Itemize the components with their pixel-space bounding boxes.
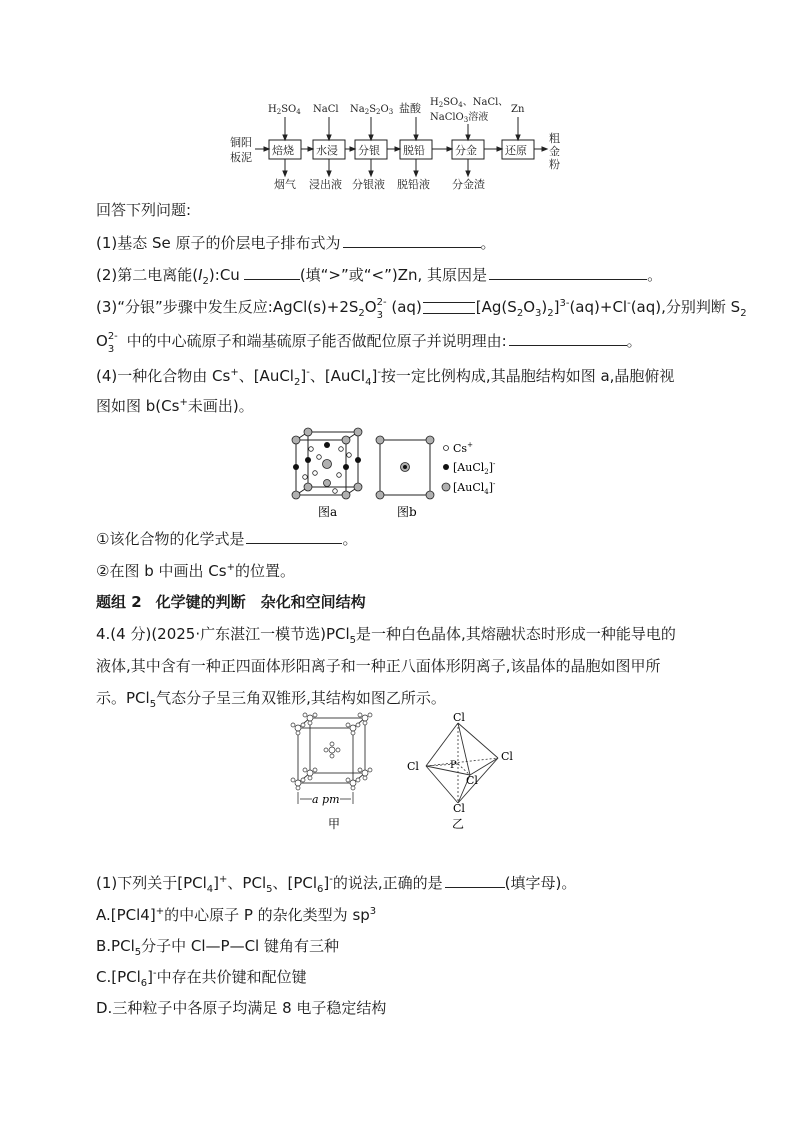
question-3-line2 [96, 331, 642, 355]
q3-answer-blank[interactable] [509, 331, 627, 346]
reagent-h2so4: $H_2SO_4$ [268, 104, 301, 116]
reagent-zn: Zn [511, 104, 525, 115]
p4-l1b: 5 [349, 635, 357, 646]
q4-h: 4 [365, 377, 372, 388]
p4q1-f: 5 [266, 884, 273, 895]
p4q1-c: ] [213, 874, 220, 892]
figure-yi-cl-front: Cl [466, 774, 478, 787]
q4-sub2 [96, 561, 295, 581]
figure-b-label: 图b [397, 505, 417, 519]
opt-c-2: 6 [140, 978, 148, 989]
question-4-line1 [96, 366, 674, 386]
p4q1-end: (填字母)。 [504, 874, 577, 892]
figure-jia-label: 甲 [328, 817, 341, 831]
p4q1-e: 、PCl [227, 874, 267, 892]
q3-l2-text: 中的中心硫原子和端基硫原子能否做配位原子并说明理由: [121, 332, 507, 350]
opt-a-2: + [155, 906, 165, 917]
q4-c: 、[AuCl [238, 367, 294, 385]
question-2 [96, 265, 662, 285]
q3-t3: O [364, 298, 377, 316]
intro-text: 回答下列问题: [96, 201, 192, 219]
p4q1-h: 6 [317, 884, 324, 895]
option-b [96, 936, 339, 956]
p4q1-g: 、[PCl [272, 874, 318, 892]
q3-t6: (aq) [386, 298, 422, 316]
p4-l1c: 是一种白色晶体,其熔融状态时形成一种能导电的 [356, 625, 676, 643]
output-fumes: 烟气 [274, 178, 296, 191]
q4-l2c: 未画出)。 [187, 397, 254, 415]
q3-ion-script [376, 297, 387, 321]
q2-text-d: ):Cu [208, 266, 240, 284]
figure-jia-clusters [291, 713, 372, 790]
opt-a-1: A.[PCl4] [96, 906, 156, 924]
reagent-mix-2: NaClO$_3$溶液 [430, 112, 489, 124]
figure-yi-label: 乙 [452, 817, 465, 831]
q2-end: 。 [647, 266, 663, 284]
q4-b: + [230, 367, 239, 378]
q4-formula-blank[interactable] [246, 529, 342, 544]
q1-answer-blank[interactable] [343, 233, 481, 248]
reagent-na2s2o3: $Na_2S_2O_3$ [350, 104, 394, 116]
q1-end: 。 [480, 234, 496, 252]
q4-sub2-c: 的位置。 [234, 562, 295, 580]
flow-end-2: 金 [549, 145, 560, 158]
q4-sub1 [96, 529, 357, 549]
p4q1-a: (1)下列关于[PCl [96, 874, 207, 892]
opt-c-3: ] [147, 968, 154, 986]
q2-sub: 2 [202, 276, 209, 287]
q3-t14: 3- [559, 298, 570, 309]
q3-t10: 3 [535, 308, 542, 319]
opt-b-3: 分子中 Cl—P—Cl 键角有三种 [141, 937, 339, 955]
q4-i: ] [371, 367, 378, 385]
figure-a-label: 图a [318, 505, 338, 519]
reagent-nacl: NaCl [313, 104, 339, 115]
q4-g: 、[AuCl [309, 367, 366, 385]
legend-aucl2-marker [443, 464, 449, 470]
figure-yi-cl-top: Cl [453, 711, 465, 724]
p4-l3b: 5 [149, 699, 157, 710]
problem-4-line1 [96, 624, 676, 644]
p4-question-1 [96, 873, 576, 893]
problem-4-line2: 液体,其中含有一种正四面体形阳离子和一种正八面体形阴离子,该晶体的晶胞如图甲所 [96, 657, 661, 675]
q2-reason-blank[interactable] [489, 265, 647, 280]
equilibrium-arrow [423, 302, 475, 314]
figure-a-aucl4 [292, 428, 362, 499]
opt-c-1: C.[PCl [96, 968, 141, 986]
opt-b-2: 5 [134, 947, 142, 958]
q2-compare-blank[interactable] [244, 265, 300, 280]
q4-sub1-text: ①该化合物的化学式是 [96, 530, 245, 548]
step-lead: 脱铅 [403, 144, 425, 157]
q3-t17: (aq),分别判断 S [630, 298, 741, 316]
output-lead-liquid: 脱铅液 [397, 178, 430, 191]
p4q1-answer-blank[interactable] [445, 873, 505, 888]
q3-end: 。 [626, 332, 642, 350]
option-a [96, 905, 376, 925]
step-reduce: 还原 [505, 144, 527, 157]
step-leach: 水浸 [316, 144, 338, 157]
opt-a-3: 的中心原子 P 的杂化类型为 sp [164, 906, 370, 924]
q4-l2a: 图如图 b(Cs [96, 397, 180, 415]
process-flow-diagram [225, 92, 595, 196]
figure-yi-dashed-bonds [426, 723, 498, 803]
q1-text: (1)基态 Se 原子的价层电子排布式为 [96, 234, 341, 252]
p4q1-d: + [219, 874, 228, 885]
figure-yi-cl-bottom: Cl [453, 802, 465, 815]
q3-t4: 3 [376, 310, 383, 321]
p4q1-k: 的说法,正确的是 [332, 874, 443, 892]
figure-yi-p: P [450, 760, 457, 771]
crystal-cell-figures [285, 425, 525, 525]
legend-cs: Cs+ [453, 441, 473, 455]
q4-j: - [377, 367, 381, 378]
q4-l2b: + [179, 397, 188, 408]
q4-d: 2 [293, 377, 301, 388]
q3-t12: 2 [547, 308, 554, 319]
q4-a: (4)一种化合物由 Cs [96, 367, 231, 385]
legend-aucl4-marker [442, 483, 450, 491]
p4q1-j: - [329, 874, 333, 885]
p4q1-i: ] [323, 874, 330, 892]
q4-sub2-a: ②在图 b 中画出 Cs [96, 562, 227, 580]
q3-t1: (3)“分银”步骤中发生反应:AgCl(s)+2S [96, 298, 359, 316]
topic-2-title: 化学键的判断 杂化和空间结构 [155, 593, 366, 611]
topic-2-label: 题组 2 [96, 593, 142, 611]
q3-l2-o: O [96, 332, 108, 350]
q3-t16: - [627, 298, 631, 309]
output-gold-residue: 分金渣 [452, 178, 485, 191]
problem-4-line3 [96, 688, 446, 708]
figure-b-center-dot [403, 465, 407, 469]
opt-c-4: - [153, 968, 157, 979]
legend-cs-marker [444, 446, 449, 451]
question-4-line2 [96, 396, 254, 416]
output-silver-liquid: 分银液 [352, 178, 385, 191]
opt-b-1: B.PCl [96, 937, 135, 955]
flow-start-top: 铜阳 [230, 136, 252, 149]
q4-sub2-b: + [226, 562, 235, 573]
legend-aucl2: [AuCl$_2$]- [453, 460, 496, 476]
q3-t2: 2 [358, 308, 365, 319]
q3-l2-sub: 3 [107, 344, 115, 355]
q4-e: ] [300, 367, 307, 385]
q4-f: - [306, 367, 310, 378]
q2-text-a: (2)第二电离能( [96, 266, 199, 284]
reagent-mix-1: $H_2SO_4$、NaCl、 [430, 97, 509, 109]
q3-l2-charge: 2- [107, 331, 118, 342]
option-d: D.三种粒子中各原子均满足 8 电子稳定结构 [96, 999, 387, 1017]
opt-a-4: 3 [369, 906, 377, 917]
q3-t15: (aq)+Cl [569, 298, 628, 316]
topic-2-heading [96, 592, 366, 612]
figure-yi-cl-right: Cl [501, 750, 513, 763]
p4-l1a: 4.(4 分)(2025·广东湛江一模节选)PCl [96, 625, 350, 643]
step-roast: 焙烧 [272, 144, 294, 157]
reagent-hcl: 盐酸 [399, 102, 421, 115]
p4q1-b: 4 [206, 884, 214, 895]
q3-l2-script [107, 331, 122, 355]
figure-jia-apm: a pm [312, 793, 340, 806]
opt-c-5: 中存在共价键和配位键 [156, 968, 307, 986]
p4-l3a: 示。PCl [96, 689, 150, 707]
pcl5-figures [280, 708, 530, 833]
q3-t7: [Ag(S [475, 298, 517, 316]
q3-t18: 2 [740, 308, 747, 319]
q2-i: I [198, 266, 203, 284]
flow-end-1: 粗 [549, 132, 560, 145]
legend-aucl4: [AuCl$_4$]- [453, 480, 496, 496]
q3-t5: 2- [376, 297, 387, 308]
figure-yi-cl-left: Cl [407, 760, 419, 773]
step-gold: 分金 [455, 144, 477, 157]
step-silver: 分银 [358, 144, 380, 157]
option-c [96, 967, 307, 987]
p4-l3c: 气态分子呈三角双锥形,其结构如图乙所示。 [156, 689, 446, 707]
q3-t9: O [523, 298, 535, 316]
flow-start-bottom: 板泥 [230, 151, 252, 164]
q4-sub1-end: 。 [342, 530, 358, 548]
q3-t11: ) [541, 298, 548, 316]
q4-k: 按一定比例构成,其晶胞结构如图 a,晶胞俯视 [380, 367, 675, 385]
question-3-line1 [96, 297, 747, 321]
output-leachate: 浸出液 [309, 178, 342, 191]
flow-end-3: 粉 [549, 158, 560, 171]
q3-t13: ] [553, 298, 560, 316]
q2-text-e: (填“>”或“<”)Zn, 其原因是 [299, 266, 488, 284]
question-1 [96, 233, 496, 253]
q3-t8: 2 [516, 308, 524, 319]
figure-yi-bipyramid [426, 723, 498, 803]
